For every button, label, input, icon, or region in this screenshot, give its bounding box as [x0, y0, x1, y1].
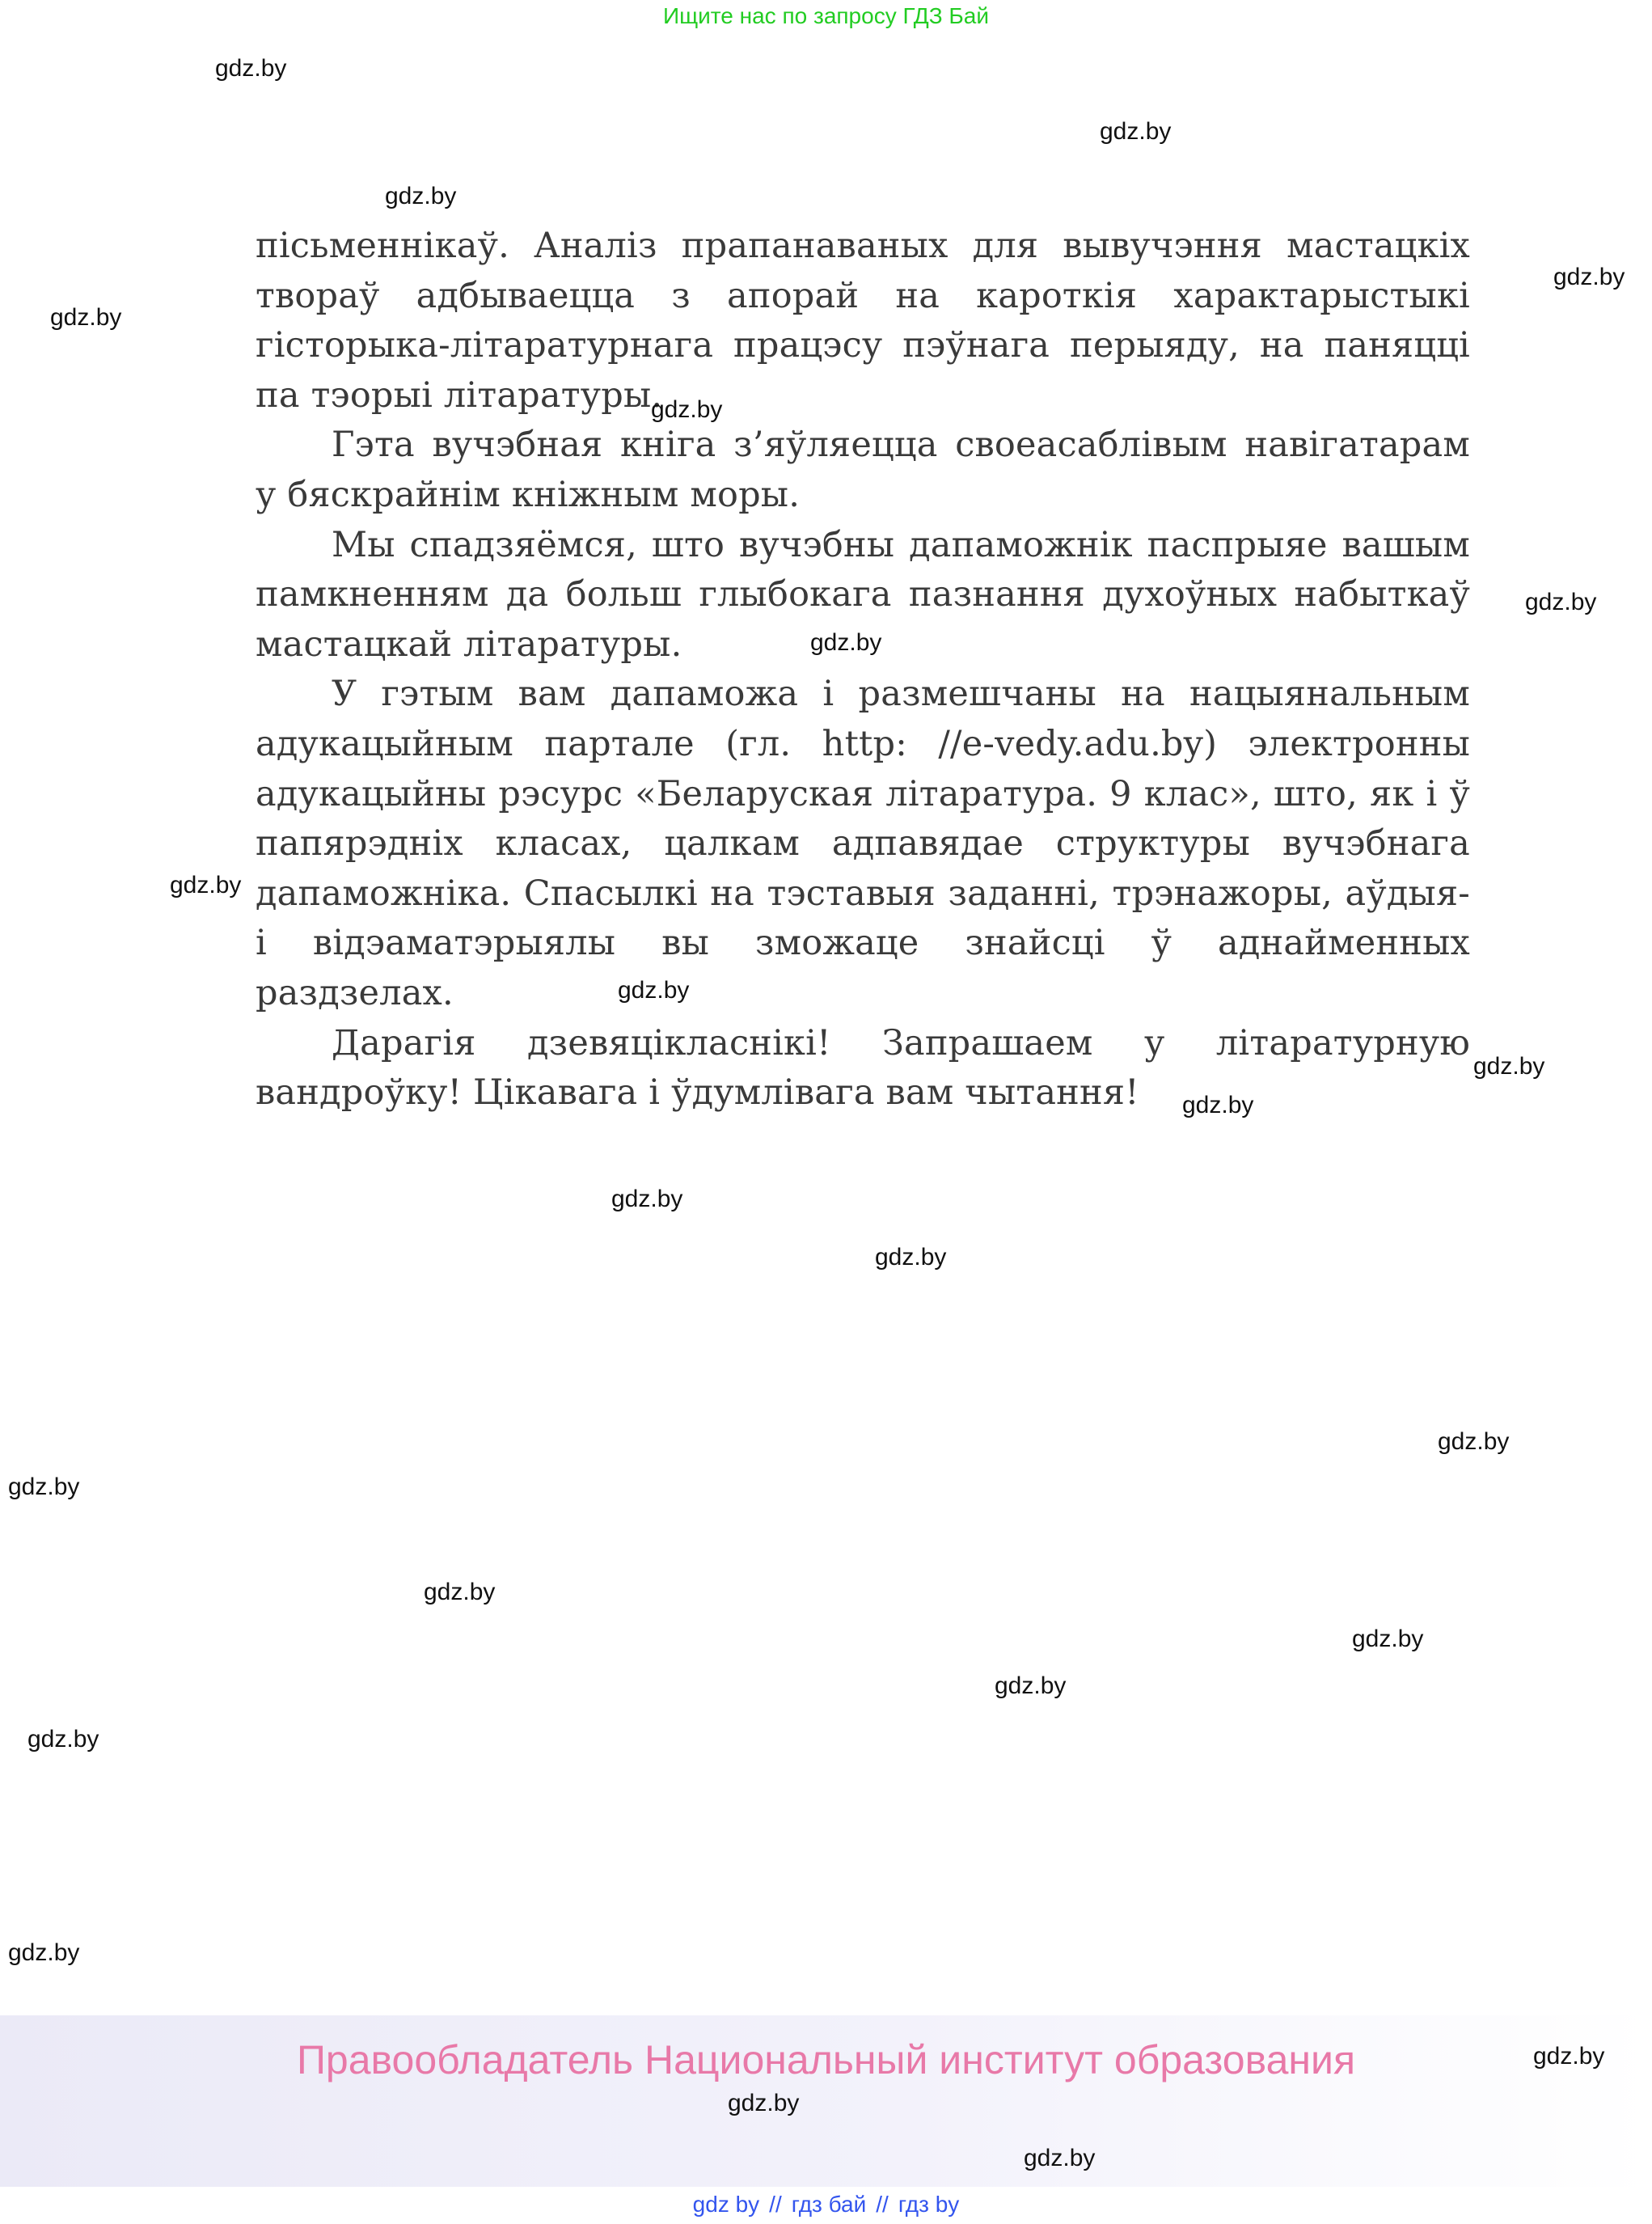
bottom-links — [0, 2192, 1652, 2218]
bottom-link-gdz-by-cyr[interactable]: гдз by — [898, 2192, 960, 2217]
search-hint-link[interactable]: Ищите нас по запросу ГДЗ Бай — [662, 3, 990, 28]
watermark: gdz.by — [611, 1186, 683, 1212]
watermark: gdz.by — [810, 629, 882, 656]
paragraph-5: Дарагія дзевяцікласнікі! Запрашаем у літаратурную вандроўку! Цікавага і ўдумлівага вам чытання! — [256, 1022, 1470, 1114]
watermark: gdz.by — [215, 55, 287, 82]
watermark: gdz.by — [651, 396, 723, 423]
watermark: gdz.by — [1525, 589, 1597, 615]
watermark: gdz.by — [618, 977, 690, 1004]
watermark: gdz.by — [170, 872, 242, 898]
bottom-link-gdz-bai[interactable]: гдз бай — [791, 2192, 867, 2217]
watermark: gdz.by — [1100, 118, 1172, 145]
watermark: gdz.by — [875, 1244, 947, 1271]
watermark: gdz.by — [1473, 1053, 1545, 1080]
paragraph-1: пісьменнікаў. Аналіз прапанаваных для вывучэння мастацкіх твораў адбываецца з апорай на кароткія характарыстыкі гісторыка-літаратурнага працэсу пэўнага перыяду, на паняцці па тэорыі літаратуры. — [256, 226, 1470, 416]
watermark: gdz.by — [995, 1672, 1067, 1699]
link-separator: // — [769, 2192, 782, 2217]
watermark: gdz.by — [50, 304, 122, 331]
watermark: gdz.by — [385, 183, 457, 209]
watermark: gdz.by — [1438, 1428, 1510, 1455]
paragraph-3: Мы спадзяёмся, што вучэбны дапаможнік паспрыяе вашым памкненням да больш глыбокага пазнання духоўных набыткаў мастацкай літаратуры. — [256, 524, 1470, 665]
link-separator: // — [876, 2192, 889, 2217]
page-text — [256, 222, 1470, 1118]
copyright-notice: Правообладатель Национальный институт образования — [296, 2037, 1356, 2082]
watermark: gdz.by — [728, 2090, 800, 2116]
watermark: gdz.by — [1352, 1626, 1424, 1652]
watermark: gdz.by — [27, 1726, 99, 1753]
paragraph-2: Гэта вучэбная кніга з’яўляецца своеасаблівым навігатарам у бяскрайнім кніжным моры. — [256, 425, 1470, 515]
watermark: gdz.by — [1553, 264, 1625, 290]
watermark: gdz.by — [424, 1579, 496, 1605]
watermark: gdz.by — [8, 1939, 80, 1966]
watermark: gdz.by — [1024, 2145, 1096, 2171]
watermark: gdz.by — [1182, 1092, 1254, 1118]
paragraph-4: У гэтым вам дапаможа і размешчаны на нацыянальным адукацыйным партале (гл. http: //e-vedy.adu.by) электронны адукацыйны рэсурс «Беларуская літаратура. 9 клас», што, як і ў папярэдніх класах, цалкам адпавядае структуры вучэбнага дапаможніка. Спасылкі на тэставыя заданні, трэнажоры, аўдыя- і відэаматэрыялы вы зможаце знайсці ў аднайменных раздзелах. — [256, 674, 1470, 1013]
watermark: gdz.by — [1533, 2043, 1605, 2070]
watermark: gdz.by — [8, 1474, 80, 1500]
bottom-link-gdz-by[interactable]: gdz by — [692, 2192, 760, 2217]
